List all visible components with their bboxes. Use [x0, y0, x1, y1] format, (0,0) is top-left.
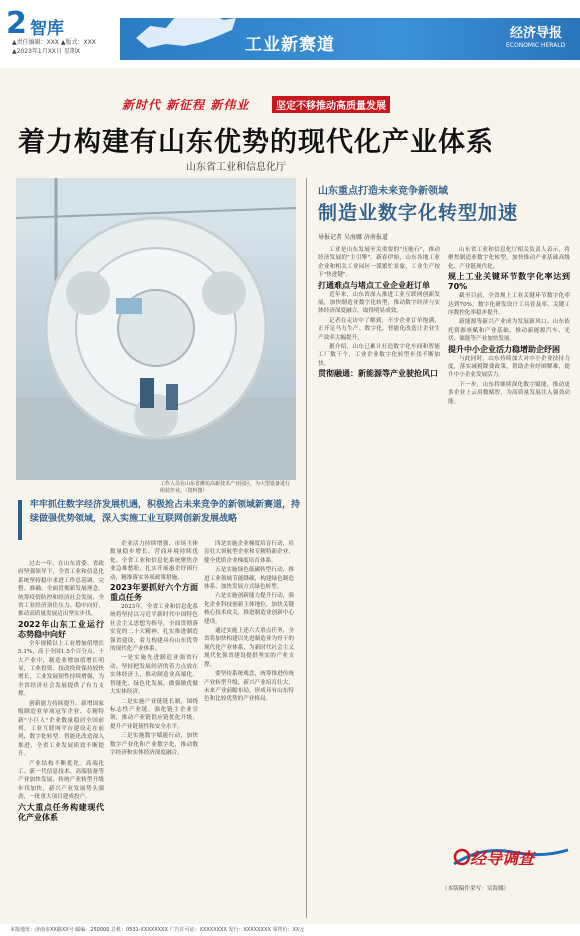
header-meta-line: ▲责任编辑：XXX ▲版式：XXX — [12, 39, 96, 46]
paragraph: 下一步，山东将继续深化数字赋能，推动更多企业上云用数赋智，为高质量发展注入强劲动能。 — [448, 381, 570, 405]
page-footer: 本报地址：济南市XX路XX号 邮编：250000 总机：0531-XXXXXXXX 广告许可证：XXXXXXXX 发行：XXXXXXXX 零售价：XX元 — [0, 924, 580, 936]
paragraph: 企业活力持续增强，市场主体数量稳步增长，营商环境持续优化。全省工业和信息化系统聚焦企业急难愁盼，扎实开展惠企纾困行动，精准落实各项政策措施。 — [110, 541, 198, 581]
paragraph: 三是实施数字赋能行动，加快数字产业化和产业数字化，推动数字经济和实体经济深度融合。 — [110, 733, 198, 756]
subhead: 打通难点与堵点工业企业赶订单 — [318, 280, 430, 290]
photo-caption: 工作人员在山东省潍坊高新技术产业园区，为大型设备进行组装作业。（资料图） — [160, 481, 291, 494]
right-col-2 — [448, 246, 570, 836]
header-meta — [12, 38, 96, 56]
paragraph: 一是实施先进制造业强省行动。坚持把发展经济的着力点放在实体经济上，推动制造业高端化、智能化、绿色化发展，做强做优做大实体经济。 — [110, 655, 198, 696]
pull-quote: 牢牢抓住数字经济发展机遇，积极抢占未来竞争的新领域新赛道，持续做强优势领域，深入实施工业互联网创新发展战略 — [30, 500, 301, 524]
right-headline: 制造业数字化转型加速 — [318, 202, 519, 224]
paragraph: 近年来，山东省深入推进工业互联网创新发展，加快制造业数字化转型，推动数字经济与实体经济深度融合，取得明显成效。 — [318, 291, 440, 315]
subhead: 2023年要抓好六个方面重点任务 — [110, 583, 198, 603]
main-headline: 着力构建有山东优势的现代化产业体系 — [18, 127, 494, 158]
subhead: 2022年山东工业运行态势稳中向好 — [18, 619, 104, 639]
main-col-1 — [18, 560, 104, 920]
paragraph: 通过实施上述六大重点任务，全省将加快构建以先进制造业为骨干的现代化产业体系，为新时代社会主义现代化强省建设提供坚实的产业支撑。 — [204, 628, 294, 668]
industrial-photo — [16, 178, 296, 480]
page-number: 2 — [6, 6, 27, 41]
paper-name-en: ECONOMIC HERALD — [506, 42, 566, 49]
paragraph: 工业是山东发展至关重要的"压舱石"，推动经济发展的"主引擎"。新春伊始，山东各地工业企业和相关工业园区一派繁忙景象，工业生产按下"快进键"。 — [318, 247, 440, 279]
slogan-tag: 坚定不移推动高质量发展 — [272, 96, 390, 113]
column-divider — [306, 178, 307, 918]
quote-bar — [18, 500, 22, 540]
paragraph: 2023年，全省工业和信息化系统将坚持以习近平新时代中国特色社会主义思想为指导，全面贯彻落实党的二十大精神，扎实推进制造强省建设，着力构建具有山东优势的现代化产业体系。 — [110, 604, 198, 653]
paragraph: 记者在走访中了解到，不少企业订单饱满，正开足马力生产。数字化、智能化改造让企业生产效率大幅提升。 — [318, 317, 440, 341]
paragraph: 六是实施创新能力提升行动，强化企业科技创新主体地位，加快关键核心技术攻关，推进制造业创新中心建设。 — [204, 593, 294, 625]
subhead: 规上工业关键环节数字化率达到70% — [448, 272, 570, 292]
subhead: 贯彻融通：新能源等产业驶抢风口 — [318, 369, 438, 379]
paragraph: 过去一年，在山东省委、省政府坚强领导下，全省工业和信息化系统坚持稳中求进工作总基调，完整、准确、全面贯彻新发展理念，统筹疫情防控和经济社会发展，全省工业经济顶住压力、稳中向好，推动高质量发展迈出坚实步伐。 — [18, 561, 104, 618]
paragraph: 山东省工业和信息化厅相关负责人表示，将聚焦制造业数字化转型，加快推动产业基础高级化、产业链现代化。 — [448, 247, 570, 270]
right-col-1 — [318, 246, 440, 916]
subhead: 提升中小企业活力稳增助企纾困 — [448, 344, 560, 354]
subhead: 六大重点任务构建现代化产业体系 — [18, 802, 104, 822]
main-col-3 — [204, 540, 294, 920]
main-author: 山东省工业和信息化厅 — [186, 162, 286, 173]
right-kicker: 山东重点打造未来竞争新领域 — [318, 186, 448, 197]
paragraph: 创新能力持续提升。新增国家级制造业单项冠军企业、专精特新"小巨人"企业数量稳居全国前列，工业互联网平台建设走在前列，数字化转型、智能化改造深入推进，全省工业发展质效不断提升。 — [18, 700, 104, 758]
paragraph: 要坚持系统观念，统筹推进传统产业转型升级、新兴产业培育壮大、未来产业前瞻布局，形成具有山东特色和比较优势的产业格局。 — [204, 671, 294, 703]
survey-logo-text: 经导调查 — [470, 849, 535, 868]
right-credit: （本版稿件采写：吴海娜） — [442, 886, 510, 892]
right-byline: 导报记者 吴海娜 济南报道 — [318, 234, 388, 241]
paragraph: 截至目前，全省规上工业关键环节数字化率达到70%，数字化研发设计工具普及率、关键工序数控化率稳步提升。 — [448, 293, 570, 317]
paragraph: 二是实施产业链链长制，围绕标志性产业链，强化链主企业引领，推动产业链供应链优化升级，提升产业链韧性和安全水平。 — [110, 698, 198, 730]
main-col-2 — [110, 540, 198, 920]
column-title: 工业新赛道 — [245, 35, 335, 55]
paragraph: 产业结构不断优化。高端化工、新一代信息技术、高端装备等产业加快发展，传统产业转型升级步伐加快，新兴产业发展势头强劲，一批重大项目建成投产。 — [18, 760, 104, 801]
section-name: 智库 — [30, 19, 64, 39]
paragraph: 五是实施绿色低碳转型行动，推进工业领域节能降碳，构建绿色制造体系，加快发展方式绿色转型。 — [204, 567, 294, 591]
paragraph: 全年规模以上工业增加值增长5.1%，高于全国1.5个百分点。十大产业中，制造业增加值增长明显，工业投资、技改投资保持较快增长，工业发展韧性持续增强，为全省经济社会发展提供了有力支撑。 — [18, 640, 104, 698]
paragraph: 四是实施企业梯度培育行动，培育壮大领航型企业和专精特新企业，健全优质企业梯度培育体系。 — [204, 541, 294, 564]
paragraph: 与此同时，山东持续加大对中小企业扶持力度，落实减税降费政策，帮助企业纾困解难，提升中小企业发展活力。 — [448, 355, 570, 379]
paragraph: 新能源等新兴产业成为发展新风口。山东依托资源禀赋和产业基础，推动新能源汽车、光伏、储能等产业加快发展。 — [448, 319, 570, 343]
paper-name: 经济导报 — [510, 26, 563, 41]
province-map-icon — [132, 8, 242, 52]
header-meta-line: ▲2023年1月XX日 星期X — [12, 48, 80, 55]
paragraph: 据介绍，山东已累计打造数字化车间和智能工厂数千个，工业企业数字化转型步伐不断加快。 — [318, 344, 440, 367]
slogan-main: 新时代 新征程 新伟业 — [122, 98, 250, 112]
turbine-hub-image — [16, 178, 296, 480]
